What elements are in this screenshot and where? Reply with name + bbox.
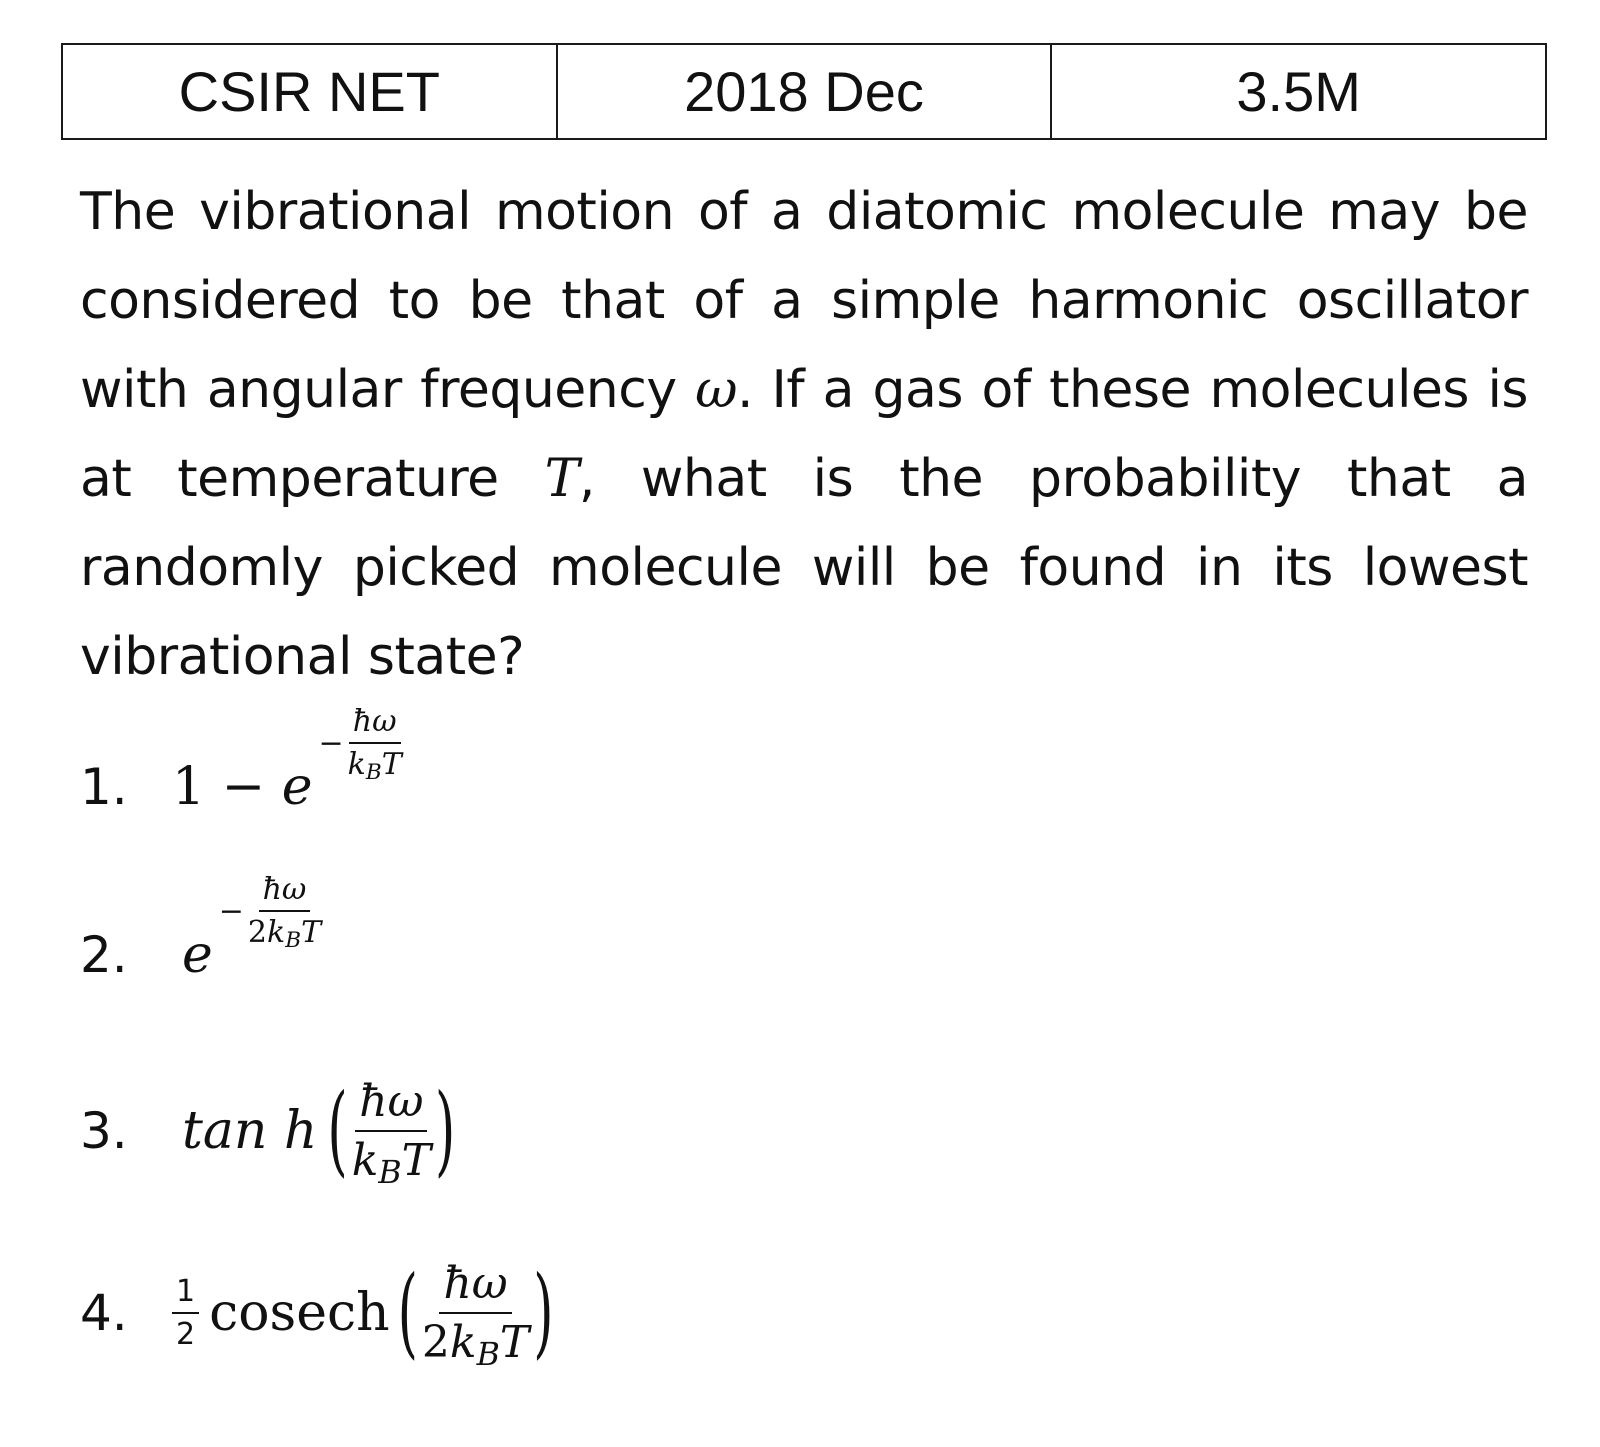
half-denominator: 2 — [176, 1317, 196, 1352]
one-minus: 1 − — [172, 757, 282, 817]
k-symbol: k — [347, 747, 366, 782]
fraction-numerator: ħω — [349, 704, 401, 744]
half-fraction — [172, 1274, 199, 1352]
fraction-numerator: ħω — [355, 1076, 427, 1132]
function-name: cosech — [209, 1283, 390, 1343]
t-symbol: T — [401, 1135, 432, 1186]
b-subscript: B — [476, 1336, 500, 1373]
right-paren: ) — [435, 1074, 456, 1188]
exp-base: e — [182, 925, 213, 985]
t-symbol: T — [499, 1317, 530, 1368]
question-part-3: , what is the probability that a randomly picked molecule will be found in its lowest vibrational state? — [80, 449, 1529, 687]
marks-cell: 3.5M — [1051, 44, 1546, 139]
half-numerator: 1 — [172, 1274, 199, 1314]
option-4[interactable] — [80, 1256, 554, 1373]
b-subscript: B — [378, 1154, 402, 1191]
k-symbol: k — [351, 1135, 379, 1186]
exam-cell: CSIR NET — [62, 44, 557, 139]
b-subscript: B — [365, 760, 382, 786]
question-text — [80, 168, 1528, 702]
argument-fraction — [418, 1258, 533, 1373]
exp-minus: − — [218, 893, 244, 929]
option-number: 3. — [80, 1102, 128, 1160]
option-3-formula — [182, 1074, 456, 1191]
exp-minus: − — [318, 725, 344, 761]
exponent — [218, 872, 325, 954]
k-symbol: k — [449, 1317, 477, 1368]
coefficient: 2 — [421, 1317, 450, 1368]
question-part-1: The vibrational motion of a diatomic molecule may be considered to be that of a simple harmonic oscillator with angular frequency — [80, 182, 1528, 420]
session-cell: 2018 Dec — [557, 44, 1052, 139]
right-paren: ) — [533, 1256, 554, 1370]
t-symbol: T — [301, 915, 322, 950]
option-number: 4. — [80, 1284, 128, 1342]
fraction-denominator — [344, 744, 406, 786]
exp-fraction — [344, 704, 406, 786]
exp-base: e — [281, 757, 313, 817]
fraction-denominator — [418, 1314, 533, 1373]
left-paren: ( — [397, 1256, 418, 1370]
fraction-numerator: ħω — [259, 872, 311, 912]
b-subscript: B — [285, 928, 302, 954]
question-part-2: . If a gas of these molecules is at temperature — [80, 360, 1529, 509]
fraction-denominator — [244, 912, 325, 954]
option-number: 2. — [80, 926, 128, 984]
argument-fraction — [348, 1076, 435, 1191]
fraction-numerator: ħω — [439, 1258, 511, 1314]
left-paren: ( — [327, 1074, 348, 1188]
fraction-denominator — [348, 1132, 435, 1191]
header-row — [62, 44, 1546, 139]
option-4-formula — [172, 1256, 554, 1373]
omega-symbol: ω — [695, 360, 737, 420]
option-number: 1. — [80, 758, 128, 816]
k-symbol: k — [267, 915, 286, 950]
exp-fraction — [244, 872, 325, 954]
coefficient: 2 — [247, 915, 268, 950]
exponent — [318, 704, 406, 786]
temperature-symbol: T — [544, 449, 579, 509]
option-3[interactable] — [80, 1074, 456, 1191]
function-name: tan h — [182, 1101, 318, 1161]
t-symbol: T — [381, 747, 402, 782]
header-table — [61, 43, 1547, 140]
